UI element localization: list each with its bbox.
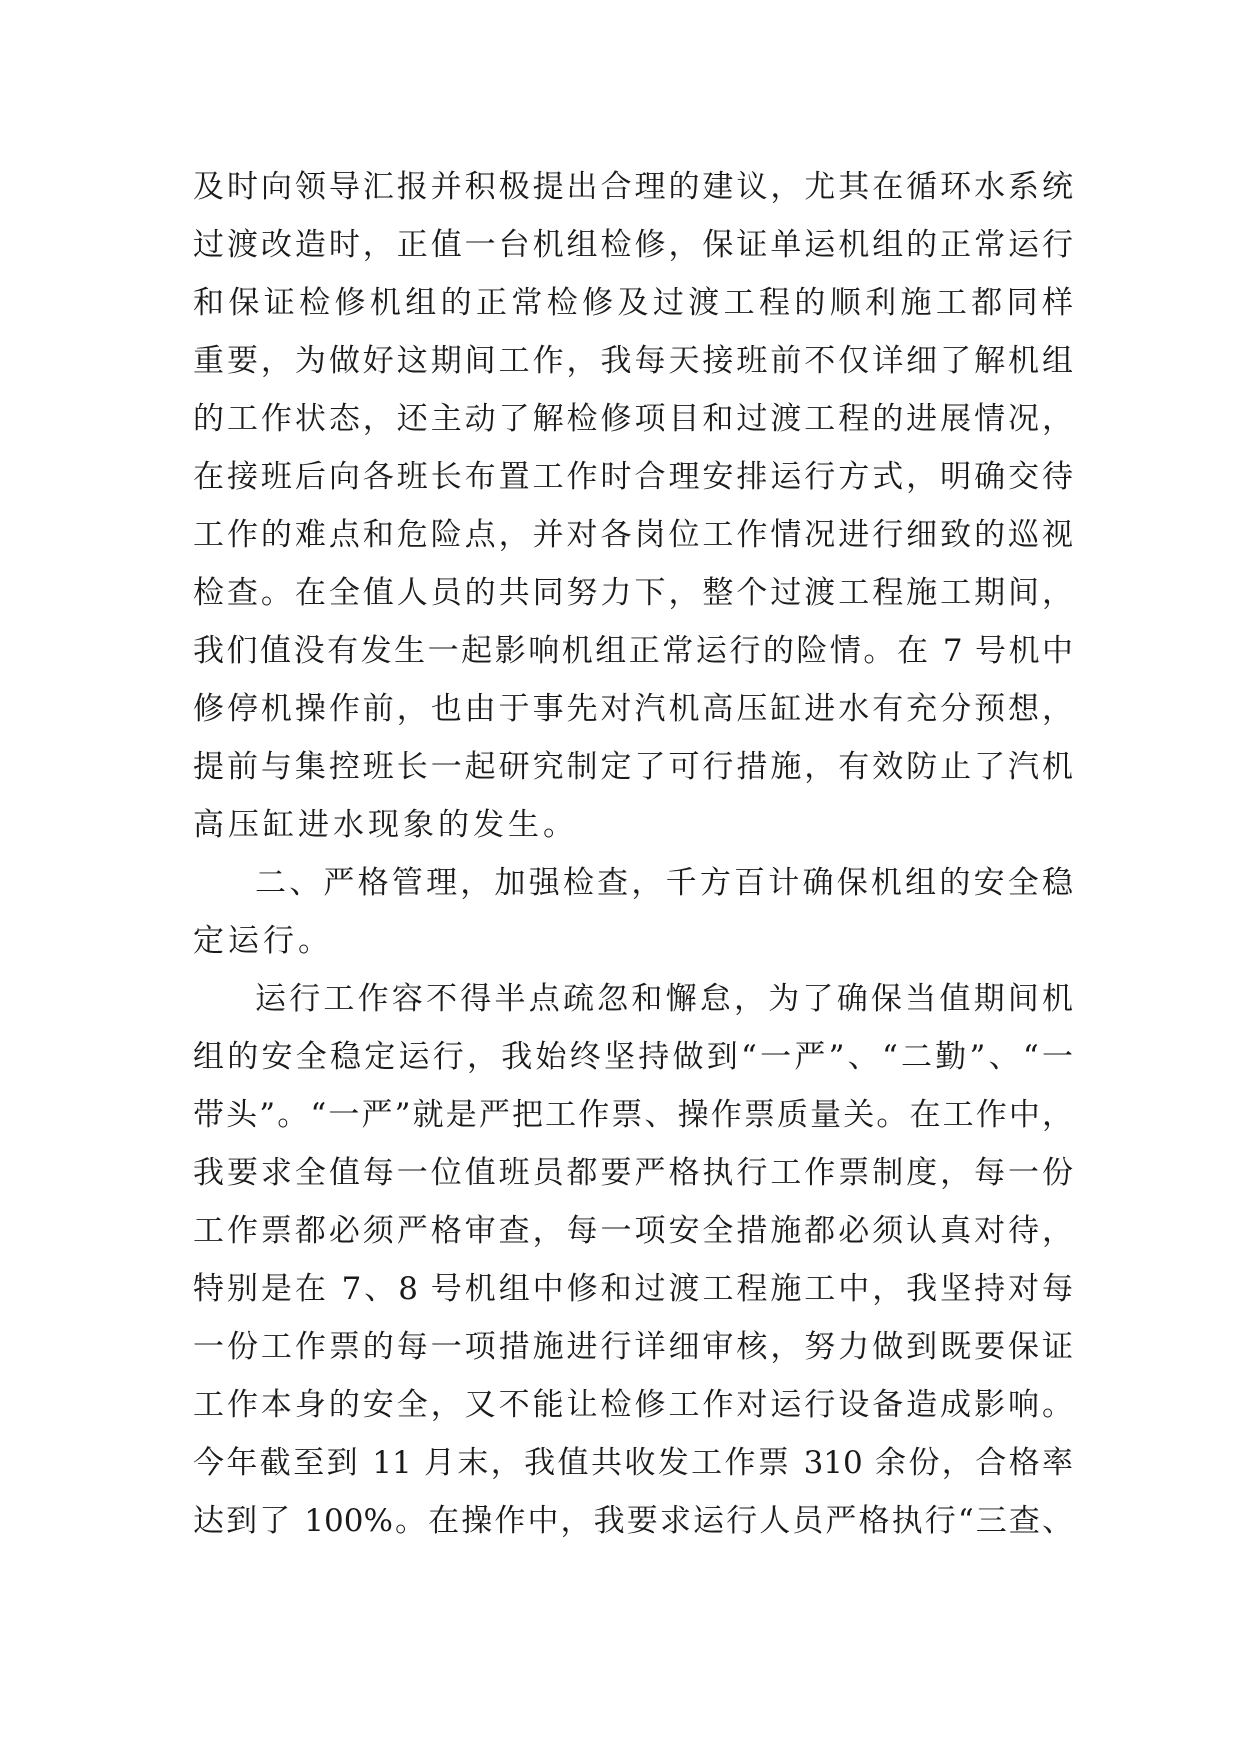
document-body (193, 158, 1073, 1550)
text-line: 定运行。 (193, 923, 333, 959)
text-line: 的工作状态，还主动了解检修项目和过渡工程的进展情况， (193, 401, 1073, 437)
text-line: 工作本身的安全，又不能让检修工作对运行设备造成影响。 (193, 1387, 1073, 1423)
text-line: 高压缸进水现象的发生。 (193, 807, 578, 843)
text-line: 修停机操作前，也由于事先对汽机高压缸进水有充分预想， (193, 691, 1073, 727)
text-line: 我要求全值每一位值班员都要严格执行工作票制度，每一份 (193, 1155, 1073, 1191)
text-line: 组的安全稳定运行，我始终坚持做到“一严”、“二勤”、“一 (193, 1039, 1073, 1075)
text-line: 今年截至到 11 月末，我值共收发工作票 310 余份，合格率 (193, 1445, 1073, 1481)
text-line: 运行工作容不得半点疏忽和懈怠，为了确保当值期间机 (255, 981, 1073, 1017)
text-line: 带头”。“一严”就是严把工作票、操作票质量关。在工作中， (193, 1097, 1073, 1133)
paragraph-1 (193, 158, 1073, 854)
text-line: 二、严格管理，加强检查，千方百计确保机组的安全稳 (255, 865, 1073, 901)
paragraph-3 (193, 970, 1073, 1550)
section-heading-2 (193, 854, 1073, 970)
text-line: 特别是在 7、8 号机组中修和过渡工程施工中，我坚持对每 (193, 1271, 1073, 1307)
text-line: 及时向领导汇报并积极提出合理的建议，尤其在循环水系统 (193, 169, 1073, 205)
text-line: 检查。在全值人员的共同努力下，整个过渡工程施工期间， (193, 575, 1073, 611)
text-line: 我们值没有发生一起影响机组正常运行的险情。在 7 号机中 (193, 633, 1073, 669)
text-line: 在接班后向各班长布置工作时合理安排运行方式，明确交待 (193, 459, 1073, 495)
text-line: 一份工作票的每一项措施进行详细审核，努力做到既要保证 (193, 1329, 1073, 1365)
text-line: 重要，为做好这期间工作，我每天接班前不仅详细了解机组 (193, 343, 1073, 379)
text-line: 过渡改造时，正值一台机组检修，保证单运机组的正常运行 (193, 227, 1073, 263)
text-line: 达到了 100%。在操作中，我要求运行人员严格执行“三查、 (193, 1503, 1073, 1539)
text-line: 提前与集控班长一起研究制定了可行措施，有效防止了汽机 (193, 749, 1073, 785)
text-line: 工作票都必须严格审查，每一项安全措施都必须认真对待， (193, 1213, 1073, 1249)
text-line: 和保证检修机组的正常检修及过渡工程的顺利施工都同样 (193, 285, 1073, 321)
text-line: 工作的难点和危险点，并对各岗位工作情况进行细致的巡视 (193, 517, 1073, 553)
